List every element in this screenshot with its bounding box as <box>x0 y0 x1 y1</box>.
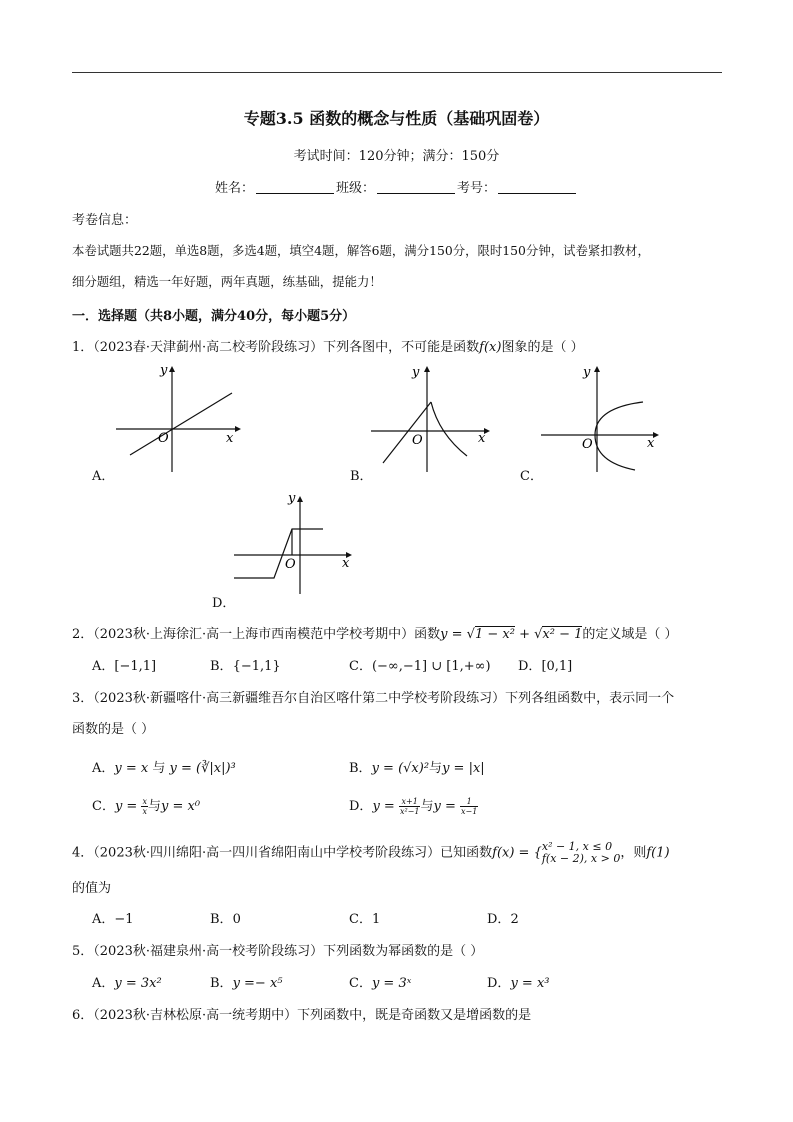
q4-option-d[interactable] <box>487 908 519 927</box>
q2-option-b-value: {−1,1} <box>232 659 281 674</box>
q3-option-b-expr-2: y = |x| <box>442 761 485 776</box>
q1-number: 1． <box>72 340 94 355</box>
q2-option-a-value: [−1,1] <box>114 659 157 674</box>
q2-option-a-label: A． <box>92 659 115 674</box>
q2-stem-end: 的定义域是（ ） <box>582 627 678 642</box>
graph-d-y-label: y <box>288 491 296 506</box>
q4-case-2: f(x − 2), x > 0 <box>541 852 621 865</box>
q2-sqrt-2-icon: √ <box>534 627 543 642</box>
graph-c <box>535 360 670 478</box>
q5-option-b[interactable] <box>210 972 283 991</box>
q3-option-c-numerator: x <box>142 797 147 806</box>
q4-math-f1: f(1) <box>646 845 670 861</box>
graph-c-curve <box>595 402 643 470</box>
q3-option-d-numerator-1: x+1 <box>399 797 421 807</box>
graph-d <box>228 488 363 598</box>
q3-option-c-denominator: x <box>142 807 147 816</box>
q2-option-c[interactable] <box>349 655 491 674</box>
q3-option-d-denominator-2: x−1 <box>461 807 478 816</box>
q4-option-a-label: A． <box>92 912 115 927</box>
info-line-1: 本卷试题共22题，单选8题，多选4题，填空4题，解答6题，满分150分，限时150分钟，试卷紧扣教材， <box>72 243 650 258</box>
q3-option-b[interactable] <box>349 757 485 776</box>
graph-a-y-label: y <box>160 363 168 378</box>
q5-option-b-label: B． <box>210 976 233 991</box>
q3-option-c[interactable] <box>92 795 200 816</box>
q3-option-d[interactable] <box>349 795 478 816</box>
q1-option-b[interactable]: B． <box>350 469 373 484</box>
q1-math: f(x) <box>479 340 502 355</box>
q2-option-b[interactable] <box>210 655 281 674</box>
name-blank[interactable] <box>256 179 334 194</box>
q3-option-d-fraction-2 <box>460 797 478 816</box>
question-4 <box>72 841 670 865</box>
q4-option-b-label: B． <box>210 912 233 927</box>
question-3 <box>72 687 674 706</box>
q4-stem-2: 的值为 <box>72 881 112 896</box>
q3-option-a-connector: 与 <box>148 761 170 776</box>
graph-d-curve <box>234 529 323 578</box>
q5-option-d[interactable] <box>487 972 549 991</box>
q3-option-d-numerator-2: 1 <box>460 797 478 807</box>
q4-option-c-label: C． <box>349 912 372 927</box>
id-blank[interactable] <box>498 179 576 194</box>
q5-option-c[interactable] <box>349 972 411 991</box>
q3-option-d-fraction-1 <box>399 797 421 816</box>
graph-b <box>365 360 500 478</box>
q4-option-a-value: −1 <box>114 912 134 927</box>
graph-b-x-label: x <box>478 431 486 446</box>
q3-stem-2: 函数的是（ ） <box>72 722 155 737</box>
q1-option-c[interactable]: C． <box>520 469 543 484</box>
graph-b-line <box>383 402 431 463</box>
q2-sqrt-1-icon: √ <box>466 627 475 642</box>
q3-option-c-expr-2: y = x⁰ <box>161 799 201 814</box>
q3-number: 3． <box>72 691 94 706</box>
class-blank[interactable] <box>377 179 455 194</box>
graph-a-y-arrow-icon <box>169 366 175 372</box>
q3-option-d-connector: 与 <box>420 799 434 814</box>
q3-option-b-connector: 与 <box>429 761 443 776</box>
id-label: 考号： <box>457 181 497 196</box>
q5-option-d-label: D． <box>487 976 511 991</box>
q4-stem-mid: ，则 <box>620 845 647 861</box>
q4-math-f: f(x) = { <box>492 845 542 861</box>
q2-radicand-1: 1 − x² <box>474 627 515 642</box>
graph-c-x-label: x <box>647 436 655 451</box>
q5-option-a-value: y = 3x² <box>114 976 162 991</box>
question-6 <box>72 1004 531 1023</box>
q4-piecewise <box>542 841 620 865</box>
graph-c-y-label: y <box>583 365 591 380</box>
q5-option-a[interactable] <box>92 972 162 991</box>
info-heading: 考卷信息： <box>72 213 138 228</box>
q4-number: 4． <box>72 845 94 861</box>
graph-c-origin-label: O <box>582 437 593 452</box>
q3-option-c-y: y = <box>114 799 142 814</box>
page-title: 专题3.5 函数的概念与性质（基础巩固卷） <box>243 109 550 128</box>
graph-a-origin-label: O <box>158 431 169 446</box>
q3-option-d-y: y = <box>372 799 399 814</box>
q3-option-d-denominator-1: x²−1 <box>399 807 420 816</box>
graph-a-curve <box>130 393 232 455</box>
q5-option-c-label: C． <box>349 976 372 991</box>
question-2 <box>72 623 678 642</box>
graph-d-origin-label: O <box>285 557 296 572</box>
q3-option-a-expr-1: y = x <box>114 761 149 776</box>
q2-option-c-value: (−∞,−1] ∪ [1,+∞) <box>371 659 491 674</box>
q4-option-b-value: 0 <box>232 912 241 927</box>
q2-option-d-label: D． <box>518 659 542 674</box>
q2-number: 2． <box>72 627 94 642</box>
header-rule <box>72 72 722 73</box>
question-5 <box>72 940 483 959</box>
q2-option-d-value: [0,1] <box>541 659 573 674</box>
q2-option-c-label: C． <box>349 659 372 674</box>
q5-option-d-value: y = x³ <box>510 976 550 991</box>
q5-stem: （2023秋·福建泉州·高一校考阶段练习）下列函数为幂函数的是（ ） <box>93 944 484 959</box>
q6-number: 6． <box>72 1008 94 1023</box>
q3-option-c-connector: 与 <box>147 799 161 814</box>
q3-option-b-label: B． <box>349 761 372 776</box>
graph-a-x-label: x <box>226 431 234 446</box>
class-label: 班级： <box>335 181 375 196</box>
q5-option-b-value: y =− x⁵ <box>232 976 283 991</box>
graph-c-y-arrow-icon <box>594 366 600 372</box>
q5-option-c-value: y = 3ˣ <box>371 976 412 991</box>
graph-d-x-label: x <box>342 556 350 571</box>
q4-option-b[interactable] <box>210 908 241 927</box>
question-1 <box>72 336 584 355</box>
q3-option-d-label: D． <box>349 799 373 814</box>
q4-option-c-value: 1 <box>371 912 381 927</box>
q3-option-c-label: C． <box>92 799 115 814</box>
graph-d-y-arrow-icon <box>297 496 303 502</box>
q4-case-1: x² − 1, x ≤ 0 <box>541 840 613 853</box>
q2-stem: （2023秋·上海徐汇·高一上海市西南模范中学校考期中）函数 <box>93 627 441 642</box>
graph-b-curve <box>431 402 467 456</box>
q3-option-a[interactable] <box>92 757 236 776</box>
q1-option-d[interactable]: D． <box>212 596 236 611</box>
graph-b-y-label: y <box>412 365 420 380</box>
section-heading: 一．选择题（共8小题，满分40分，每小题5分） <box>72 309 356 324</box>
q3-option-d-y2: y = <box>433 799 460 814</box>
q1-stem-end: 图象的是（ ） <box>501 340 584 355</box>
q2-option-d[interactable] <box>518 655 572 674</box>
q2-option-b-label: B． <box>210 659 233 674</box>
q3-option-b-expr-1: y = (√x)² <box>371 761 430 776</box>
q2-radicand-2: x² − 1 <box>542 627 583 642</box>
q6-stem: （2023秋·吉林松原·高一统考期中）下列函数中，既是奇函数又是增函数的是 <box>93 1008 532 1023</box>
info-line-2: 细分题组，精选一年好题，两年真题，练基础，提能力！ <box>72 274 382 289</box>
exam-time: 考试时间：120分钟；满分：150分 <box>293 149 500 164</box>
student-info-line <box>0 177 793 196</box>
q4-option-d-label: D． <box>487 912 511 927</box>
q3-option-a-label: A． <box>92 761 115 776</box>
q4-stem: （2023秋·四川绵阳·高一四川省绵阳南山中学校考阶段练习）已知函数 <box>93 845 493 861</box>
q5-option-a-label: A． <box>92 976 115 991</box>
graph-b-origin-label: O <box>412 433 423 448</box>
q5-number: 5． <box>72 944 94 959</box>
q3-option-a-expr-2: y = (∛|x|)³ <box>169 761 236 776</box>
graph-a <box>110 360 245 478</box>
q3-stem: （2023秋·新疆喀什·高三新疆维吾尔自治区喀什第二中学校考阶段练习）下列各组函数中，表示同一个 <box>93 691 675 706</box>
graph-a-x-arrow-icon <box>235 426 241 432</box>
q2-option-a[interactable] <box>92 655 156 674</box>
graph-b-y-arrow-icon <box>424 366 430 372</box>
q2-math-y: y = <box>440 627 467 642</box>
q1-stem: （2023春·天津蓟州·高二校考阶段练习）下列各图中，不可能是函数 <box>93 340 480 355</box>
q4-option-c[interactable] <box>349 908 380 927</box>
q2-plus: + <box>514 627 535 642</box>
q4-option-d-value: 2 <box>510 912 519 927</box>
name-label: 姓名： <box>214 181 254 196</box>
q4-option-a[interactable] <box>92 908 134 927</box>
q1-option-a[interactable]: A． <box>92 469 115 484</box>
